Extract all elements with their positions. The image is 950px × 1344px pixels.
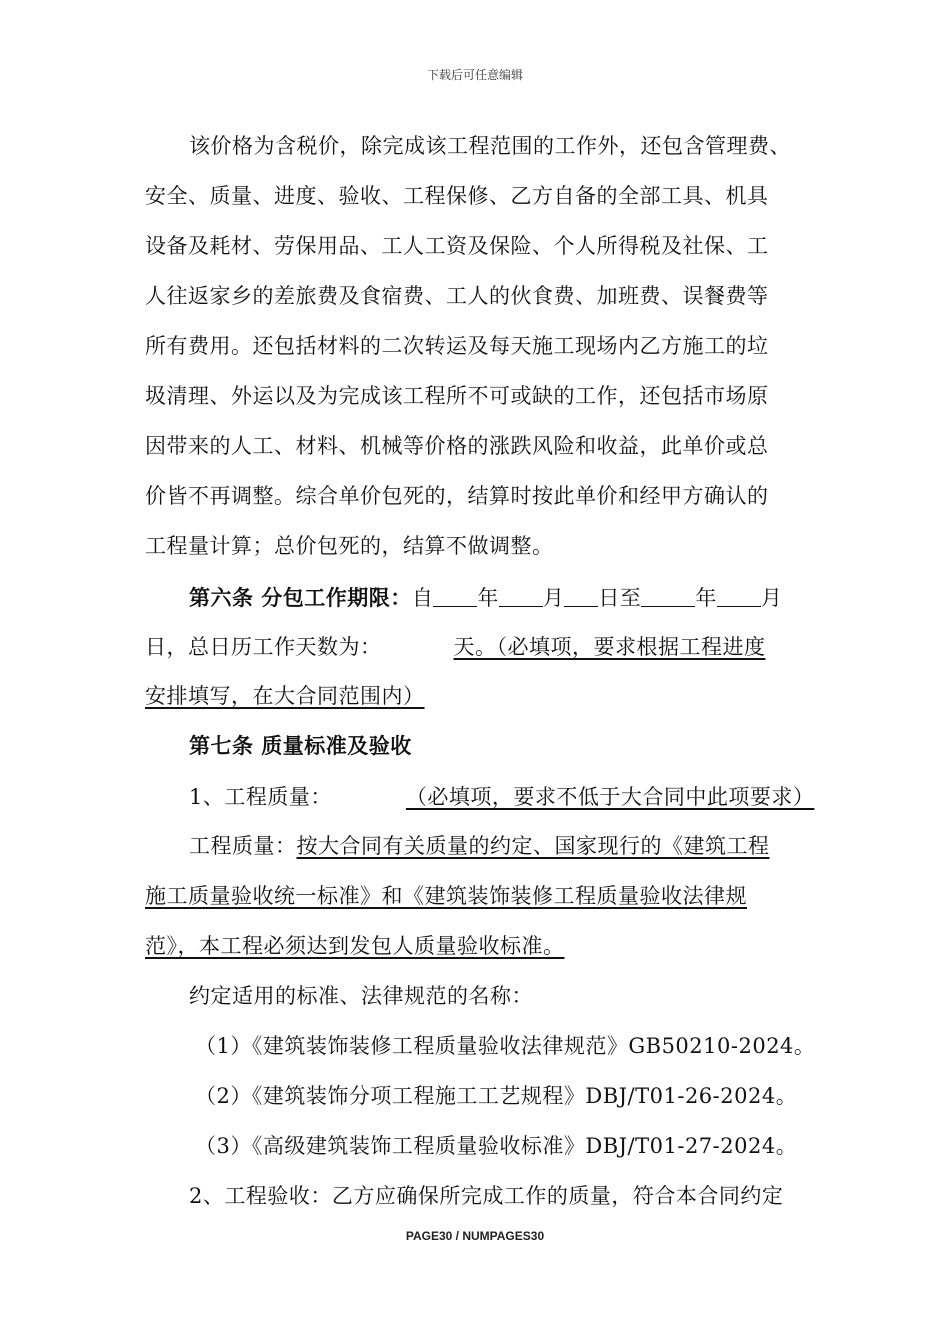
- article-7-title: 第七条 质量标准及验收: [189, 733, 412, 758]
- quality-desc-line-2: [145, 876, 810, 926]
- page-footer: PAGE30 / NUMPAGES30: [405, 1229, 545, 1243]
- quality-item-note: （必填项，要求不低于大合同中此项要求）: [332, 785, 815, 809]
- acceptance-item: 2、工程验收：乙方应确保所完成工作的质量，符合本合同约定: [189, 1184, 784, 1208]
- paragraph-line: 人往返家乡的差旅费及食宿费、工人的伙食费、加班费、误餐费等: [145, 284, 769, 308]
- standard-item: （1）《建筑装饰装修工程质量验收法律规范》GB50210-2024。: [195, 1034, 816, 1058]
- paragraph-line: 因带来的人工、材料、机械等价格的涨跌风险和收益，此单价或总: [145, 434, 769, 458]
- standard-item: （2）《建筑装饰分项工程施工工艺规程》DBJ/T01-26-2024。: [195, 1084, 798, 1108]
- article-6-note: 安排填写，在大合同范围内）: [145, 684, 425, 708]
- article-6-line-1: [145, 576, 810, 626]
- year-label: 年: [695, 586, 717, 610]
- total-days-note: 天。（必填项，要求根据工程进度: [382, 635, 766, 659]
- start-day-blank[interactable]: [564, 576, 598, 607]
- quality-desc-text: 按大合同有关质量的约定、国家现行的《建筑工程: [296, 834, 770, 858]
- article-6-line-3: [145, 676, 810, 726]
- end-month-blank[interactable]: [717, 576, 761, 607]
- page-header: 下载后可任意编辑: [426, 68, 523, 82]
- quality-blank[interactable]: [332, 776, 406, 806]
- quality-item-line: [145, 776, 815, 826]
- day-to-label: 日至: [598, 586, 642, 610]
- quality-desc-text: 范》，本工程必须达到发包人质量验收标准。: [145, 934, 565, 958]
- standards-intro: 约定适用的标准、法律规范的名称：: [189, 984, 533, 1008]
- month-label: 月: [542, 586, 565, 610]
- paragraph-line: 设备及耗材、劳保用品、工人工资及保险、个人所得税及社保、工: [145, 234, 769, 258]
- from-label: 自: [411, 586, 434, 610]
- quality-desc-label: 工程质量：: [189, 834, 297, 858]
- start-month-blank[interactable]: [499, 576, 543, 607]
- year-label: 年: [477, 586, 499, 610]
- month-label: 月: [760, 586, 783, 610]
- document-body: [145, 126, 816, 1226]
- article-6-title: 第六条 分包工作期限：: [189, 585, 412, 610]
- paragraph-line: 所有费用。还包括材料的二次转运及每天施工现场内乙方施工的垃: [145, 334, 769, 358]
- total-days-label: 日，总日历工作天数为：: [145, 635, 382, 659]
- quality-desc-line-3: [145, 926, 810, 976]
- paragraph-line: 圾清理、外运以及为完成该工程所不可或缺的工作，还包括市场原: [145, 384, 769, 408]
- quality-item-label: 1、工程质量：: [189, 785, 332, 809]
- total-days-blank[interactable]: [382, 626, 454, 656]
- quality-desc-line-1: [145, 826, 810, 876]
- article-6-line-2: [145, 626, 810, 676]
- end-year-blank[interactable]: [641, 576, 695, 607]
- quality-desc-text: 施工质量验收统一标准》和《建筑装饰装修工程质量验收法律规: [145, 884, 747, 908]
- paragraph-line: 工程量计算；总价包死的，结算不做调整。: [145, 534, 554, 558]
- start-year-blank[interactable]: [433, 576, 477, 607]
- standard-item: （3）《高级建筑装饰工程质量验收标准》DBJ/T01-27-2024。: [195, 1134, 798, 1158]
- paragraph-line: 安全、质量、进度、验收、工程保修、乙方自备的全部工具、机具: [145, 184, 769, 208]
- paragraph-line: 价皆不再调整。综合单价包死的，结算时按此单价和经甲方确认的: [145, 484, 769, 508]
- paragraph-line: 该价格为含税价，除完成该工程范围的工作外，还包含管理费、: [189, 134, 791, 158]
